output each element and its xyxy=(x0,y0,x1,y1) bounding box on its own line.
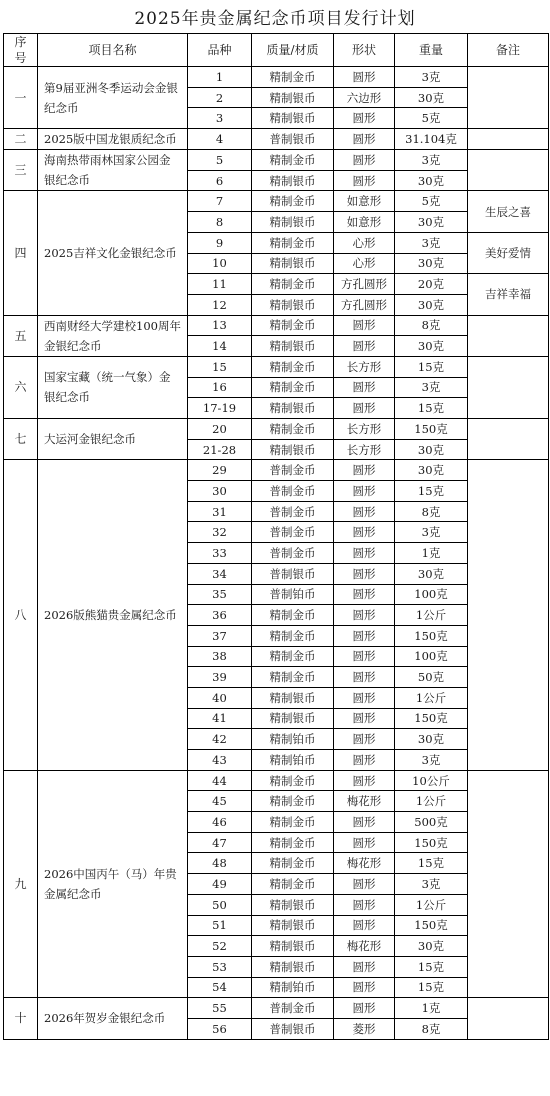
quality-cell: 精制银币 xyxy=(252,294,334,315)
weight-cell: 30克 xyxy=(395,439,468,460)
variety-cell: 43 xyxy=(188,750,252,771)
header-weight: 重量 xyxy=(395,34,468,67)
weight-cell: 30克 xyxy=(395,336,468,357)
variety-cell: 20 xyxy=(188,419,252,440)
shape-cell: 圆形 xyxy=(334,543,395,564)
shape-cell: 圆形 xyxy=(334,584,395,605)
quality-cell: 普制银币 xyxy=(252,129,334,150)
variety-cell: 6 xyxy=(188,170,252,191)
weight-cell: 15克 xyxy=(395,356,468,377)
variety-cell: 21-28 xyxy=(188,439,252,460)
group-seq: 一 xyxy=(4,67,38,129)
weight-cell: 5克 xyxy=(395,191,468,212)
variety-cell: 11 xyxy=(188,274,252,295)
quality-cell: 精制金币 xyxy=(252,67,334,88)
quality-cell: 精制银币 xyxy=(252,108,334,129)
table-body xyxy=(4,67,549,1040)
shape-cell: 圆形 xyxy=(334,770,395,791)
table-row xyxy=(4,150,549,171)
variety-cell: 54 xyxy=(188,977,252,998)
variety-cell: 36 xyxy=(188,605,252,626)
quality-cell: 精制银币 xyxy=(252,936,334,957)
quality-cell: 精制金币 xyxy=(252,315,334,336)
weight-cell: 8克 xyxy=(395,501,468,522)
quality-cell: 精制金币 xyxy=(252,853,334,874)
table-row xyxy=(4,67,549,88)
variety-cell: 34 xyxy=(188,563,252,584)
table-row xyxy=(4,460,549,481)
shape-cell: 方孔圆形 xyxy=(334,274,395,295)
group-seq: 二 xyxy=(4,129,38,150)
quality-cell: 精制银币 xyxy=(252,398,334,419)
shape-cell: 方孔圆形 xyxy=(334,294,395,315)
group-project-name: 西南财经大学建校100周年金银纪念币 xyxy=(38,315,188,356)
weight-cell: 150克 xyxy=(395,625,468,646)
shape-cell: 圆形 xyxy=(334,832,395,853)
variety-cell: 46 xyxy=(188,812,252,833)
shape-cell: 圆形 xyxy=(334,687,395,708)
remarks-cell xyxy=(468,770,549,998)
weight-cell: 30克 xyxy=(395,253,468,274)
shape-cell: 梅花形 xyxy=(334,791,395,812)
quality-cell: 精制银币 xyxy=(252,439,334,460)
variety-cell: 13 xyxy=(188,315,252,336)
quality-cell: 精制银币 xyxy=(252,687,334,708)
table-row xyxy=(4,356,549,377)
weight-cell: 15克 xyxy=(395,956,468,977)
table-header xyxy=(4,34,549,67)
shape-cell: 菱形 xyxy=(334,1018,395,1039)
variety-cell: 41 xyxy=(188,708,252,729)
quality-cell: 精制银币 xyxy=(252,894,334,915)
remarks-cell xyxy=(468,150,549,191)
group-seq: 四 xyxy=(4,191,38,315)
header-row xyxy=(4,34,549,67)
weight-cell: 150克 xyxy=(395,832,468,853)
shape-cell: 圆形 xyxy=(334,398,395,419)
quality-cell: 精制金币 xyxy=(252,770,334,791)
remarks-cell xyxy=(468,998,549,1039)
group-seq: 十 xyxy=(4,998,38,1039)
header-shape: 形状 xyxy=(334,34,395,67)
shape-cell: 圆形 xyxy=(334,956,395,977)
weight-cell: 3克 xyxy=(395,377,468,398)
group-project-name: 国家宝藏（统一气象）金银纪念币 xyxy=(38,356,188,418)
shape-cell: 长方形 xyxy=(334,439,395,460)
variety-cell: 2 xyxy=(188,87,252,108)
weight-cell: 150克 xyxy=(395,419,468,440)
quality-cell: 精制金币 xyxy=(252,646,334,667)
shape-cell: 如意形 xyxy=(334,212,395,233)
quality-cell: 普制金币 xyxy=(252,522,334,543)
quality-cell: 精制金币 xyxy=(252,874,334,895)
weight-cell: 100克 xyxy=(395,646,468,667)
quality-cell: 普制金币 xyxy=(252,543,334,564)
quality-cell: 精制银币 xyxy=(252,87,334,108)
shape-cell: 长方形 xyxy=(334,356,395,377)
weight-cell: 10公斤 xyxy=(395,770,468,791)
group-project-name: 大运河金银纪念币 xyxy=(38,419,188,460)
weight-cell: 100克 xyxy=(395,584,468,605)
weight-cell: 50克 xyxy=(395,667,468,688)
variety-cell: 37 xyxy=(188,625,252,646)
quality-cell: 普制银币 xyxy=(252,1018,334,1039)
quality-cell: 普制银币 xyxy=(252,563,334,584)
shape-cell: 圆形 xyxy=(334,998,395,1019)
variety-cell: 55 xyxy=(188,998,252,1019)
variety-cell: 50 xyxy=(188,894,252,915)
weight-cell: 3克 xyxy=(395,750,468,771)
shape-cell: 圆形 xyxy=(334,874,395,895)
shape-cell: 圆形 xyxy=(334,460,395,481)
quality-cell: 精制金币 xyxy=(252,419,334,440)
issuance-plan-table xyxy=(3,33,549,1040)
header-remarks: 备注 xyxy=(468,34,549,67)
weight-cell: 5克 xyxy=(395,108,468,129)
variety-cell: 16 xyxy=(188,377,252,398)
variety-cell: 47 xyxy=(188,832,252,853)
quality-cell: 精制银币 xyxy=(252,956,334,977)
shape-cell: 梅花形 xyxy=(334,936,395,957)
quality-cell: 精制金币 xyxy=(252,232,334,253)
quality-cell: 精制银币 xyxy=(252,212,334,233)
variety-cell: 31 xyxy=(188,501,252,522)
group-seq: 五 xyxy=(4,315,38,356)
group-seq: 九 xyxy=(4,770,38,998)
weight-cell: 30克 xyxy=(395,563,468,584)
variety-cell: 56 xyxy=(188,1018,252,1039)
shape-cell: 心形 xyxy=(334,253,395,274)
quality-cell: 精制金币 xyxy=(252,625,334,646)
quality-cell: 精制银币 xyxy=(252,708,334,729)
weight-cell: 15克 xyxy=(395,853,468,874)
table-row xyxy=(4,770,549,791)
quality-cell: 精制银币 xyxy=(252,915,334,936)
quality-cell: 精制铂币 xyxy=(252,750,334,771)
variety-cell: 4 xyxy=(188,129,252,150)
weight-cell: 3克 xyxy=(395,150,468,171)
shape-cell: 圆形 xyxy=(334,915,395,936)
remarks-cell: 美好爱情 xyxy=(468,232,549,273)
weight-cell: 8克 xyxy=(395,1018,468,1039)
quality-cell: 精制银币 xyxy=(252,253,334,274)
weight-cell: 1克 xyxy=(395,543,468,564)
quality-cell: 精制银币 xyxy=(252,170,334,191)
weight-cell: 15克 xyxy=(395,977,468,998)
shape-cell: 圆形 xyxy=(334,605,395,626)
weight-cell: 1公斤 xyxy=(395,605,468,626)
quality-cell: 精制金币 xyxy=(252,667,334,688)
group-seq: 八 xyxy=(4,460,38,770)
weight-cell: 3克 xyxy=(395,67,468,88)
shape-cell: 圆形 xyxy=(334,481,395,502)
quality-cell: 精制金币 xyxy=(252,356,334,377)
quality-cell: 精制金币 xyxy=(252,812,334,833)
weight-cell: 30克 xyxy=(395,170,468,191)
weight-cell: 150克 xyxy=(395,708,468,729)
quality-cell: 精制金币 xyxy=(252,832,334,853)
variety-cell: 49 xyxy=(188,874,252,895)
weight-cell: 150克 xyxy=(395,915,468,936)
header-quality-material: 质量/材质 xyxy=(252,34,334,67)
variety-cell: 40 xyxy=(188,687,252,708)
weight-cell: 30克 xyxy=(395,87,468,108)
shape-cell: 圆形 xyxy=(334,150,395,171)
weight-cell: 20克 xyxy=(395,274,468,295)
remarks-cell xyxy=(468,315,549,356)
document-title: 2025年贵金属纪念币项目发行计划 xyxy=(134,9,416,29)
shape-cell: 圆形 xyxy=(334,501,395,522)
shape-cell: 圆形 xyxy=(334,750,395,771)
variety-cell: 45 xyxy=(188,791,252,812)
weight-cell: 30克 xyxy=(395,729,468,750)
variety-cell: 12 xyxy=(188,294,252,315)
quality-cell: 精制金币 xyxy=(252,150,334,171)
shape-cell: 圆形 xyxy=(334,67,395,88)
weight-cell: 30克 xyxy=(395,212,468,233)
variety-cell: 14 xyxy=(188,336,252,357)
variety-cell: 3 xyxy=(188,108,252,129)
quality-cell: 精制金币 xyxy=(252,377,334,398)
weight-cell: 1公斤 xyxy=(395,687,468,708)
group-project-name: 2025版中国龙银质纪念币 xyxy=(38,129,188,150)
variety-cell: 35 xyxy=(188,584,252,605)
quality-cell: 普制金币 xyxy=(252,460,334,481)
quality-cell: 精制铂币 xyxy=(252,977,334,998)
variety-cell: 38 xyxy=(188,646,252,667)
variety-cell: 9 xyxy=(188,232,252,253)
group-seq: 六 xyxy=(4,356,38,418)
variety-cell: 1 xyxy=(188,67,252,88)
weight-cell: 30克 xyxy=(395,460,468,481)
weight-cell: 31.104克 xyxy=(395,129,468,150)
shape-cell: 圆形 xyxy=(334,377,395,398)
shape-cell: 圆形 xyxy=(334,977,395,998)
remarks-cell: 吉祥幸福 xyxy=(468,274,549,315)
shape-cell: 圆形 xyxy=(334,315,395,336)
variety-cell: 10 xyxy=(188,253,252,274)
weight-cell: 3克 xyxy=(395,522,468,543)
weight-cell: 30克 xyxy=(395,294,468,315)
shape-cell: 圆形 xyxy=(334,625,395,646)
remarks-cell: 生辰之喜 xyxy=(468,191,549,232)
group-project-name: 2026年贺岁金银纪念币 xyxy=(38,998,188,1039)
shape-cell: 圆形 xyxy=(334,812,395,833)
group-project-name: 2026中国丙午（马）年贵金属纪念币 xyxy=(38,770,188,998)
shape-cell: 圆形 xyxy=(334,646,395,667)
remarks-cell xyxy=(468,129,549,150)
weight-cell: 15克 xyxy=(395,398,468,419)
shape-cell: 圆形 xyxy=(334,522,395,543)
shape-cell: 圆形 xyxy=(334,708,395,729)
remarks-cell xyxy=(468,460,549,770)
variety-cell: 48 xyxy=(188,853,252,874)
shape-cell: 如意形 xyxy=(334,191,395,212)
variety-cell: 52 xyxy=(188,936,252,957)
quality-cell: 普制金币 xyxy=(252,481,334,502)
quality-cell: 精制银币 xyxy=(252,336,334,357)
remarks-cell xyxy=(468,67,549,129)
variety-cell: 5 xyxy=(188,150,252,171)
variety-cell: 15 xyxy=(188,356,252,377)
remarks-cell xyxy=(468,419,549,460)
remarks-cell xyxy=(468,356,549,418)
group-seq: 七 xyxy=(4,419,38,460)
table-row xyxy=(4,998,549,1019)
group-seq: 三 xyxy=(4,150,38,191)
group-project-name: 2026版熊猫贵金属纪念币 xyxy=(38,460,188,770)
shape-cell: 六边形 xyxy=(334,87,395,108)
variety-cell: 53 xyxy=(188,956,252,977)
shape-cell: 长方形 xyxy=(334,419,395,440)
table-row xyxy=(4,315,549,336)
group-project-name: 第9届亚洲冬季运动会金银纪念币 xyxy=(38,67,188,129)
variety-cell: 7 xyxy=(188,191,252,212)
quality-cell: 精制铂币 xyxy=(252,729,334,750)
quality-cell: 精制金币 xyxy=(252,274,334,295)
weight-cell: 8克 xyxy=(395,315,468,336)
weight-cell: 3克 xyxy=(395,874,468,895)
shape-cell: 梅花形 xyxy=(334,853,395,874)
shape-cell: 圆形 xyxy=(334,729,395,750)
table-row xyxy=(4,129,549,150)
group-project-name: 2025吉祥文化金银纪念币 xyxy=(38,191,188,315)
quality-cell: 精制金币 xyxy=(252,791,334,812)
weight-cell: 500克 xyxy=(395,812,468,833)
header-project-name: 项目名称 xyxy=(38,34,188,67)
shape-cell: 圆形 xyxy=(334,667,395,688)
weight-cell: 15克 xyxy=(395,481,468,502)
variety-cell: 32 xyxy=(188,522,252,543)
shape-cell: 圆形 xyxy=(334,170,395,191)
quality-cell: 精制金币 xyxy=(252,605,334,626)
quality-cell: 精制金币 xyxy=(252,191,334,212)
weight-cell: 1公斤 xyxy=(395,894,468,915)
variety-cell: 51 xyxy=(188,915,252,936)
table-row xyxy=(4,191,549,212)
header-variety: 品种 xyxy=(188,34,252,67)
weight-cell: 1克 xyxy=(395,998,468,1019)
weight-cell: 1公斤 xyxy=(395,791,468,812)
shape-cell: 圆形 xyxy=(334,108,395,129)
shape-cell: 圆形 xyxy=(334,129,395,150)
variety-cell: 44 xyxy=(188,770,252,791)
weight-cell: 3克 xyxy=(395,232,468,253)
quality-cell: 普制金币 xyxy=(252,998,334,1019)
variety-cell: 8 xyxy=(188,212,252,233)
variety-cell: 17-19 xyxy=(188,398,252,419)
table-row xyxy=(4,419,549,440)
shape-cell: 心形 xyxy=(334,232,395,253)
shape-cell: 圆形 xyxy=(334,336,395,357)
weight-cell: 30克 xyxy=(395,936,468,957)
variety-cell: 33 xyxy=(188,543,252,564)
quality-cell: 普制金币 xyxy=(252,501,334,522)
shape-cell: 圆形 xyxy=(334,563,395,584)
group-project-name: 海南热带雨林国家公园金银纪念币 xyxy=(38,150,188,191)
variety-cell: 29 xyxy=(188,460,252,481)
variety-cell: 39 xyxy=(188,667,252,688)
variety-cell: 30 xyxy=(188,481,252,502)
variety-cell: 42 xyxy=(188,729,252,750)
quality-cell: 普制铂币 xyxy=(252,584,334,605)
shape-cell: 圆形 xyxy=(334,894,395,915)
header-seq: 序号 xyxy=(4,34,38,67)
